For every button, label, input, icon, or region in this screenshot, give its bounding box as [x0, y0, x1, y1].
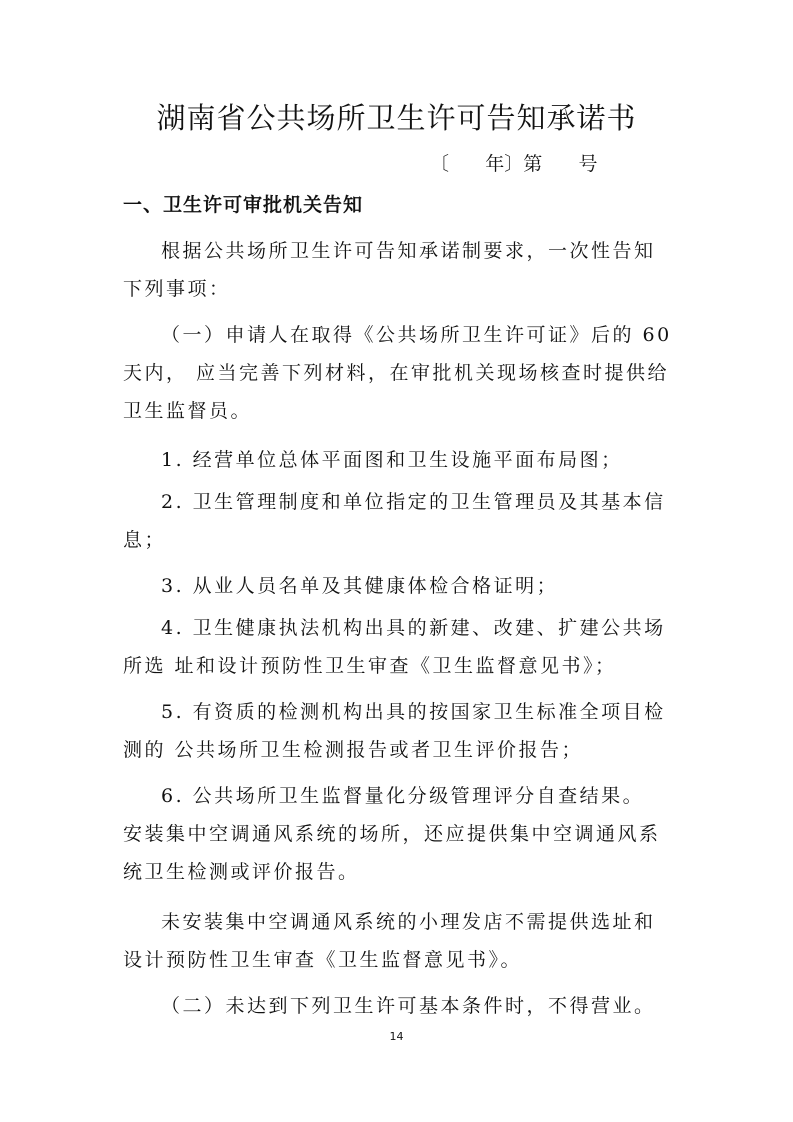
- document-number-line: 〔 年〕第 号: [430, 153, 598, 175]
- document-title: 湖南省公共场所卫生许可告知承诺书: [156, 101, 637, 135]
- list-item-5: 5. 有资质的检测机构出具的按国家卫生标准全项目检测的 公共场所卫生检测报告或者卫生评价报告；: [123, 701, 666, 761]
- list-item-4: 4. 卫生健康执法机构出具的新建、改建、扩建公共场所选 址和设计预防性卫生审查《卫生监督意见书》；: [123, 617, 666, 677]
- section-heading: 一、卫生许可审批机关告知: [123, 194, 364, 216]
- paragraph-item-two: （二）未达到下列卫生许可基本条件时，不得营业。: [161, 995, 656, 1017]
- list-item-3: 3. 从业人员名单及其健康体检合格证明；: [161, 575, 559, 597]
- list-item-6: 6. 公共场所卫生监督量化分级管理评分自查结果。 安装集中空调通风系统的场所，还应提供集中空调通风系统卫生检测或评价报告。: [123, 785, 661, 883]
- page-number: 14: [389, 1030, 404, 1043]
- list-item-1: 1. 经营单位总体平面图和卫生设施平面布局图；: [161, 449, 623, 471]
- paragraph-item-one: （一）申请人在取得《公共场所卫生许可证》后的 60 天内， 应当完善下列材料，在审批机关现场核查时提供给卫生监督员。: [123, 324, 672, 422]
- list-item-2: 2. 卫生管理制度和单位指定的卫生管理员及其基本信息；: [123, 491, 666, 551]
- paragraph-note: 未安装集中空调通风系统的小理发店不需提供选址和设计预防性卫生审查《卫生监督意见书》。: [123, 911, 656, 971]
- paragraph-intro: 根据公共场所卫生许可告知承诺制要求，一次性告知下列事项：: [123, 240, 656, 300]
